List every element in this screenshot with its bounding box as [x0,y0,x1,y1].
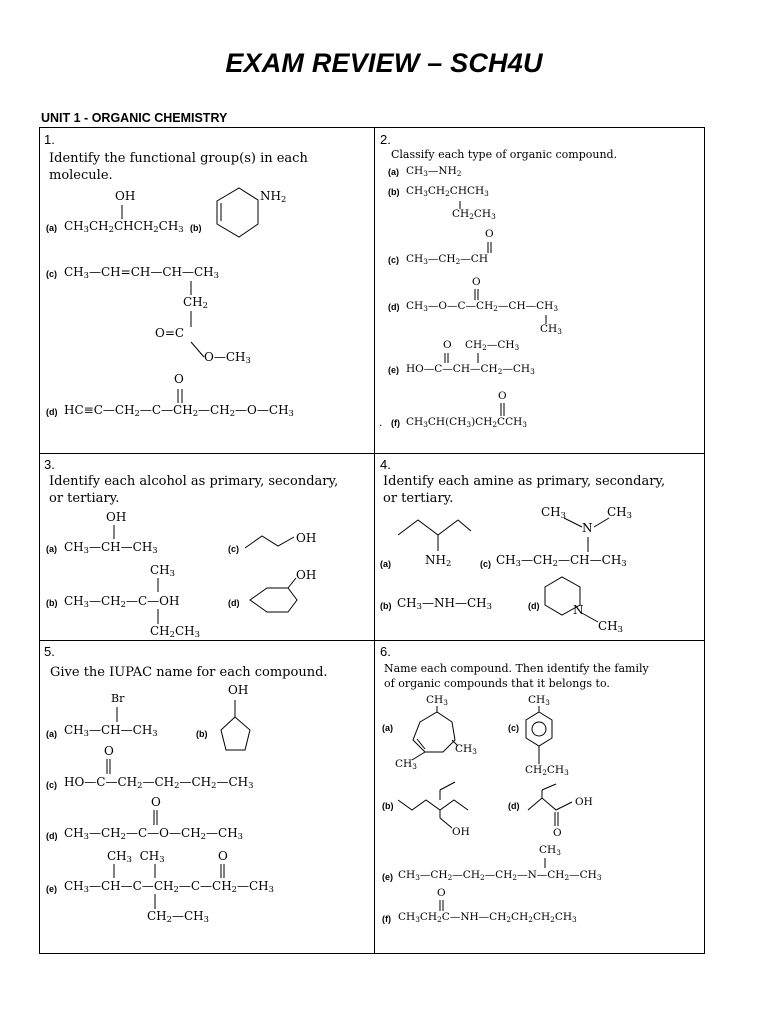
q2e-label: (e) [388,365,399,375]
q2f-formula: $CH_3CH(CH_3)CH_2CCH_3$ [406,416,527,429]
question-prompt: Identify each amine as primary, secondary, or tertiary. [383,474,666,506]
q1c-och3: $O—CH_3$ [204,350,251,366]
q3b-sub: $CH_2CH_3$ [150,624,200,640]
q1d-label: (d) [46,407,58,417]
q6e-ch3: $CH_3$ [539,844,561,857]
q5a-br: Br [111,692,125,705]
q3d-oh: OH [296,568,317,582]
q3a-label: (a) [46,544,57,554]
q4c-n: N [582,521,593,535]
q5d-label: (d) [46,831,58,841]
q2-dot: . [379,417,383,429]
q4d-n: N [573,603,584,617]
question-prompt: Classify each type of organic compound. [391,148,618,161]
q5e-label: (e) [46,884,57,894]
page-title: EXAM REVIEW – SCH4U [225,48,543,78]
question-prompt: Identify each alcohol as primary, secondary, or tertiary. [49,474,339,506]
q5d-formula: $CH_3—CH_2—C—O—CH_2—CH_3$ [64,826,244,842]
q6d-oh: OH [575,796,593,808]
question-number: 3. [44,457,55,472]
q3b-label: (b) [46,598,58,608]
q6a-ch3-top: $CH_3$ [426,694,448,707]
q6e-formula: $CH_3—CH_2—CH_2—CH_2—N—CH_2—CH_3$ [398,869,602,882]
q1b-label: (b) [190,223,202,233]
q1b-nh2: $NH_2$ [260,189,287,205]
q4c-label: (c) [480,559,491,569]
q2a-formula: $CH_3—NH_2$ [406,165,462,178]
q6c-sub: $CH_2CH_3$ [525,764,569,777]
q4b-label: (b) [380,601,392,611]
q3a-formula: $CH_3—CH—CH_3$ [64,540,158,556]
question-number: 1. [44,132,55,147]
q5c-label: (c) [46,780,57,790]
q1c-ch2: $CH_2$ [183,295,208,311]
q1a-label: (a) [46,223,57,233]
table-row-divider [39,640,705,641]
question-prompt: Identify the functional group(s) in each molecule. [49,151,308,183]
q2e-top: O $CH_2—CH_3$ [443,339,520,352]
question-number: 6. [380,644,391,659]
q2b-formula: $CH_3CH_2CHCH_3$ [406,185,489,198]
q1a-oh: OH [115,189,136,203]
q1c-main: $CH_3—CH=CH—CH—CH_3$ [64,265,219,281]
q2f-label: (f) [391,418,400,428]
q5b-label: (b) [196,729,208,739]
q5b-oh: OH [228,683,249,697]
q6d-o: O [553,827,562,839]
q2d-label: (d) [388,302,400,312]
q4d-ch3: $CH_3$ [598,619,623,635]
q4c-formula: $CH_3—CH_2—CH—CH_3$ [496,553,627,569]
q3d-label: (d) [228,598,240,608]
q3c-label: (c) [228,544,239,554]
q1c-label: (c) [46,269,57,279]
q6f-o: O [437,887,446,899]
q5a-label: (a) [46,729,57,739]
question-prompt: Name each compound. Then identify the family of organic compounds that it belongs to. [384,662,649,690]
question-prompt: Give the IUPAC name for each compound. [50,665,328,680]
table-column-divider [374,127,375,954]
q2c-o: O [485,228,494,240]
question-number: 2. [380,132,391,147]
q6f-label: (f) [382,914,391,924]
q2e-formula: $HO—C—CH—CH_2—CH_3$ [406,363,535,376]
q5a-formula: $CH_3—CH—CH_3$ [64,723,158,739]
unit-heading: UNIT 1 - ORGANIC CHEMISTRY [41,111,228,125]
q1c-oc: O=C [155,326,185,340]
question-number: 4. [380,457,391,472]
q4a-nh2: $NH_2$ [425,553,452,569]
q6a-ch3-bottom: $CH_3$ [395,758,417,771]
q5e-o: O [218,849,228,863]
q5e-top: $CH_3$ $CH_3$ [107,849,165,865]
q6e-label: (e) [382,872,393,882]
q3b-formula: $CH_3—CH_2—C—OH$ [64,594,180,610]
q3c-oh: OH [296,531,317,545]
q4b-formula: $CH_3—NH—CH_3$ [397,596,492,612]
q2b-sub: $CH_2CH_3$ [452,208,496,221]
table-row-divider [39,453,705,454]
q6a-label: (a) [382,723,393,733]
q5c-o: O [104,744,114,758]
q4a-label: (a) [380,559,391,569]
q5e-sub: $CH_2—CH_3$ [147,909,209,925]
q2c-formula: $CH_3—CH_2—CH$ [406,253,488,266]
q1d-o: O [174,372,184,386]
q2f-o: O [498,390,507,402]
q2d-sub: $CH_3$ [540,323,562,336]
q6b-oh: OH [452,826,470,838]
q2d-formula: $CH_3—O—C—CH_2—CH—CH_3$ [406,300,558,313]
q6a-ch3-right: $CH_3$ [455,743,477,756]
q2a-label: (a) [388,167,399,177]
q5e-formula: $CH_3—CH—C—CH_2—C—CH_2—CH_3$ [64,879,274,895]
q1d-main: $HC\equiv C—CH_2—C—CH_2—CH_2—O—CH_3$ [64,403,294,419]
question-number: 5. [44,644,55,659]
q2b-label: (b) [388,187,400,197]
q1a-formula: $CH_3CH_2CHCH_2CH_3$ [64,219,184,235]
q6d-label: (d) [508,801,520,811]
q6c-label: (c) [508,723,519,733]
q2d-o: O [472,276,481,288]
q6f-formula: $CH_3CH_2C—NH—CH_2CH_2CH_2CH_3$ [398,911,577,924]
q6b-label: (b) [382,801,394,811]
q4c-ch3-left: $CH_3$ [541,505,566,521]
q4d-label: (d) [528,601,540,611]
q5c-formula: $HO—C—CH_2—CH_2—CH_2—CH_3$ [64,775,254,791]
q5d-o: O [151,795,161,809]
q3a-oh: OH [106,510,127,524]
q2c-label: (c) [388,255,399,265]
q3b-ch3: $CH_3$ [150,563,175,579]
q6c-ch3: $CH_3$ [528,694,550,707]
q4c-ch3-right: $CH_3$ [607,505,632,521]
